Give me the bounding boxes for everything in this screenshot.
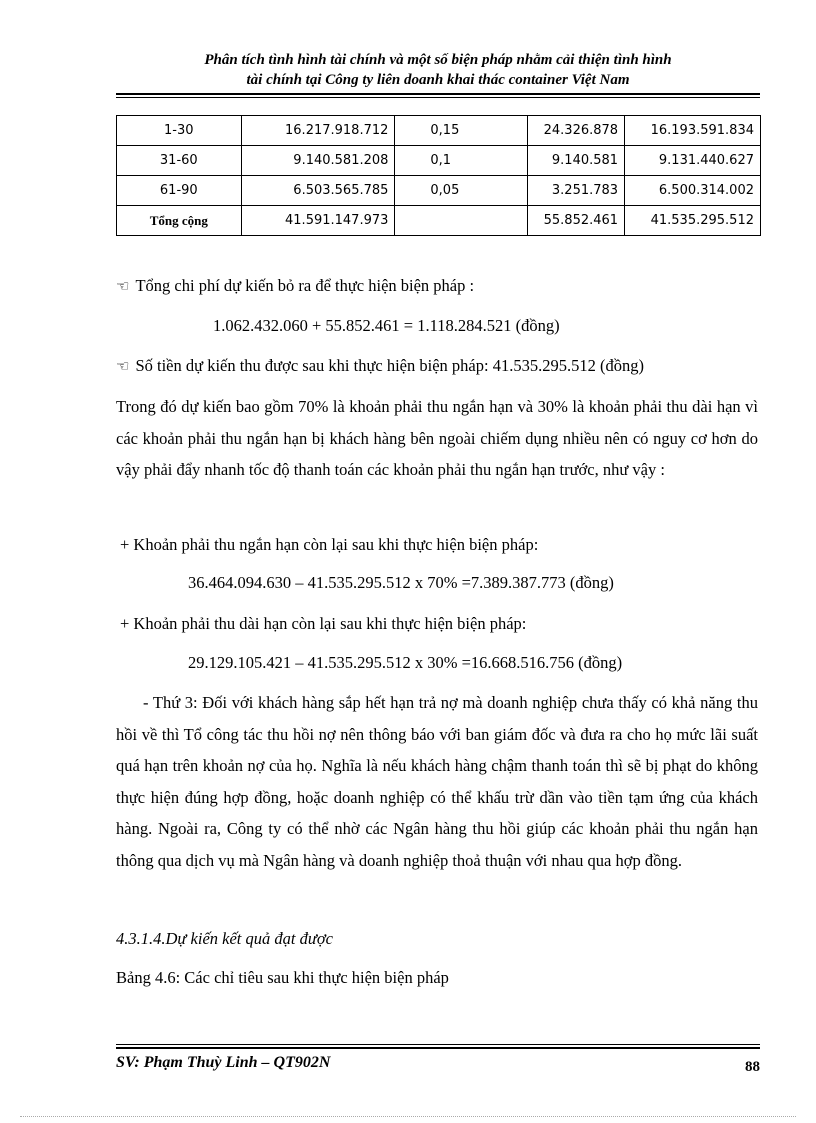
footer-author: SV: Phạm Thuỳ Linh – QT902N [116,1054,331,1071]
footer-rule-thin [116,1044,760,1045]
receivables-table [116,115,761,236]
header-rule-thin [116,97,760,98]
table-total-row [117,206,761,236]
table-row [117,176,761,206]
table-cell: 24.326.878 [528,116,625,146]
table-total-label: Tổng cộng [117,206,242,236]
table-cell: 0,1 [395,146,528,176]
long-term-label: + Khoản phải thu dài hạn còn lại sau khi thực hiện biện pháp: [120,614,527,633]
page-bottom-dotted-border [20,1116,796,1117]
table-row [117,116,761,146]
page-number: 88 [745,1059,760,1075]
table-cell: 9.140.581.208 [241,146,395,176]
table-cell: 41.591.147.973 [241,206,395,236]
table-cell: 41.535.295.512 [625,206,761,236]
table-cell: 9.140.581 [528,146,625,176]
pointing-hand-icon: ☜ [116,359,130,375]
table-cell: 6.500.314.002 [625,176,761,206]
total-cost-item [116,276,474,296]
table-cell: 3.251.783 [528,176,625,206]
paragraph-third-measure: - Thứ 3: Đối với khách hàng sắp hết hạn trả nợ mà doanh nghiệp chưa thấy có khả năng thu hồi về thì Tổ công tác thu hồi nợ nên thông báo với ban giám đốc và đưa ra cho họ mức lãi suất quá hạn trên khoản nợ của họ. Nghĩa là nếu khách hàng chậm thanh toán thì sẽ bị phạt do không thực hiện đúng hợp đồng, hoặc doanh nghiệp có thể khấu trừ dần vào tiền tạm ứng của khách hàng. Ngoài ra, Công ty có thể nhờ các Ngân hàng thu hồi giúp các khoản phải thu ngắn hạn thông qua dịch vụ mà Ngân hàng và doanh nghiệp thoả thuận với nhau qua hợp đồng. [116,693,758,870]
table-cell [395,206,528,236]
table-cell: 0,05 [395,176,528,206]
table-cell: 61-90 [117,176,242,206]
table-caption: Bảng 4.6: Các chỉ tiêu sau khi thực hiện biện pháp [116,968,449,987]
table-cell: 9.131.440.627 [625,146,761,176]
table-cell: 16.217.918.712 [241,116,395,146]
header-line-2: tài chính tại Công ty liên doanh khai thác container Việt Nam [246,72,630,88]
short-term-formula: 36.464.094.630 – 41.535.295.512 x 70% =7.389.387.773 (đồng) [188,573,614,592]
total-cost-formula: 1.062.432.060 + 55.852.461 = 1.118.284.521 (đồng) [213,316,560,335]
table-cell: 55.852.461 [528,206,625,236]
paragraph-split: Trong đó dự kiến bao gồm 70% là khoản phải thu ngắn hạn và 30% là khoản phải thu dài hạn vì các khoản phải thu ngắn hạn bị khách hàng bên ngoài chiếm dụng nhiều nên có nguy cơ hơn do vậy phải đẩy nhanh tốc độ thanh toán các khoản phải thu ngắn hạn trước, như vậy : [116,397,758,479]
header-rule-thick [116,93,760,95]
expected-amount-label: Số tiền dự kiến thu được sau khi thực hiện biện pháp: 41.535.295.512 (đồng) [135,356,644,375]
table-cell: 16.193.591.834 [625,116,761,146]
table-cell: 6.503.565.785 [241,176,395,206]
table-cell: 0,15 [395,116,528,146]
section-heading: 4.3.1.4.Dự kiến kết quả đạt được [116,929,333,948]
total-cost-label: Tổng chi phí dự kiến bỏ ra để thực hiện biện pháp : [135,276,475,295]
table-cell: 31-60 [117,146,242,176]
expected-amount-item [116,356,644,376]
header-line-1: Phân tích tình hình tài chính và một số biện pháp nhằm cải thiện tình hình [204,52,672,68]
footer-rule-thick [116,1047,760,1049]
running-header [116,50,760,90]
pointing-hand-icon: ☜ [116,279,130,295]
table-row [117,146,761,176]
table-cell: 1-30 [117,116,242,146]
long-term-formula: 29.129.105.421 – 41.535.295.512 x 30% =16.668.516.756 (đồng) [188,653,623,672]
short-term-label: + Khoản phải thu ngắn hạn còn lại sau khi thực hiện biện pháp: [120,535,539,554]
